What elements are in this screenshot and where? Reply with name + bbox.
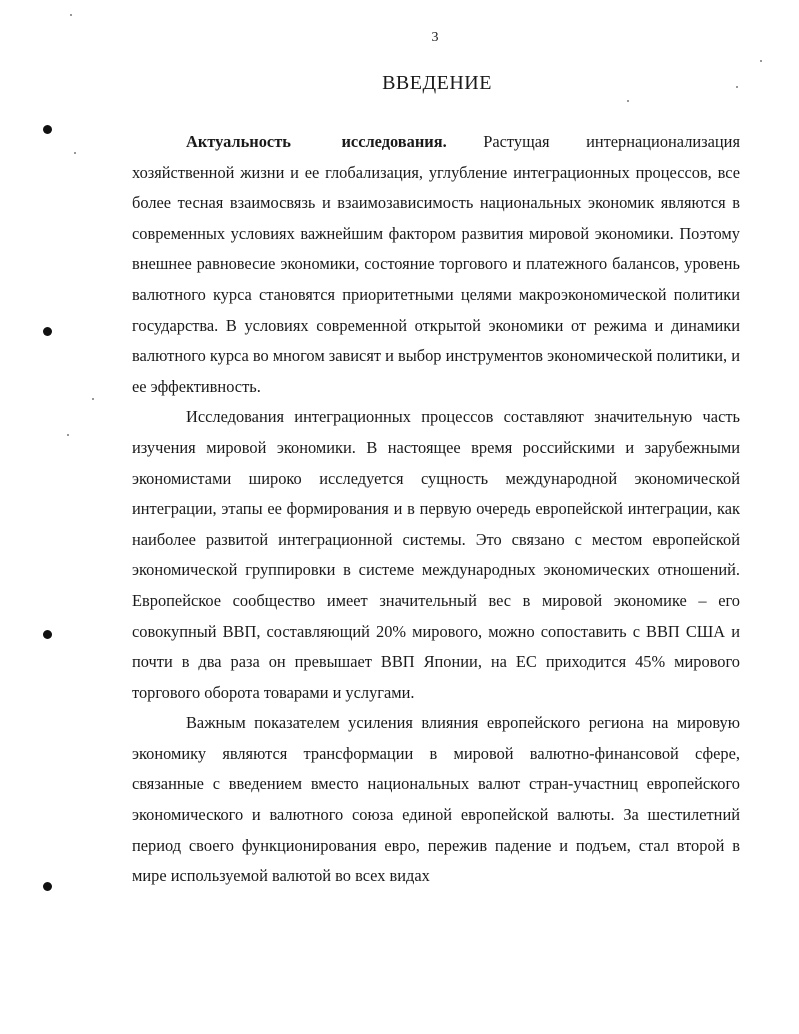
paragraph-relevance: [132, 127, 740, 402]
paragraph-euro: Важным показателем усиления влияния европейского региона на мировую экономику являются трансформации в мировой валютно-финансовой сфере, связанные с введением вместо национальных валют стран-участниц европейского экономического и валютного союза единой европейской валюты. За шестилетний период своего функционирования евро, пережив падение и подъем, стал второй в мире используемой валютой во всех видах: [132, 713, 740, 886]
binder-hole-mark: [43, 327, 52, 336]
binder-hole-mark: [43, 125, 52, 134]
scan-speck: [760, 60, 762, 62]
binder-hole-mark: [43, 882, 52, 891]
page-number: 3: [431, 30, 439, 45]
scan-speck: [70, 14, 72, 16]
paragraph-integration: Исследования интеграционных процессов составляют значительную часть изучения мировой экономики. В настоящее время российскими и зарубежными экономистами широко исследуется сущность международной экономической интеграции, этапы ее формирования и в первую очередь европейской интеграции, как наиболее развитой интеграционной системы. Это связано с местом европейской экономической группировки в системе международных экономических отношений. Европейское сообщество имеет значительный вес в мировой экономике – его совокупный ВВП, составляющий 20% мирового, можно сопоставить с ВВП США и почти в два раза он превышает ВВП Японии, на ЕС приходится 45% мирового торгового оборота товарами и услугами.: [132, 407, 740, 702]
binder-hole-mark: [43, 630, 52, 639]
scan-speck: [736, 86, 738, 88]
paragraph-text: Растущая интернационализация хозяйственной жизни и ее глобализация, углубление интеграционных процессов, все более тесная взаимосвязь и взаимозависимость национальных экономик являются в современных условиях важнейшим фактором развития мировой экономики. Поэтому внешнее равновесие экономики, состояние торгового и платежного балансов, уровень валютного курса становятся приоритетными целями макроэкономической политики государства. В условиях современной открытой экономики от режима и динамики валютного курса во многом зависят и выбор инструментов экономической политики, и ее эффективность.: [132, 132, 740, 396]
section-heading: ВВЕДЕНИЕ: [382, 72, 492, 94]
body-text: [132, 127, 740, 892]
scan-speck: [92, 398, 94, 400]
scan-speck: [627, 100, 629, 102]
scan-speck: [74, 152, 76, 154]
paragraph-lead: Актуальность исследования.: [186, 132, 447, 151]
scan-speck: [67, 434, 69, 436]
